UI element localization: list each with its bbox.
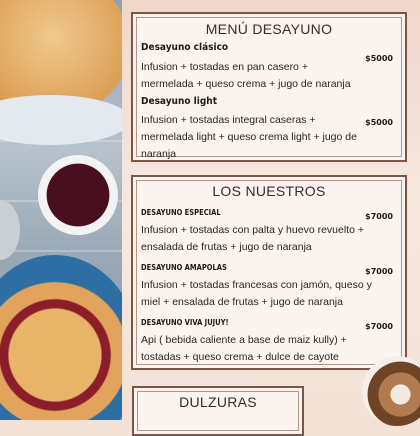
item-price: $5000: [365, 54, 393, 63]
dulzuras-card: [132, 386, 304, 436]
crepes-plate-image: [0, 255, 122, 420]
section-title: DULZURAS: [179, 394, 257, 410]
food-photo: [0, 0, 122, 420]
item-price: $5000: [365, 118, 393, 127]
nuestros-card: [131, 175, 407, 370]
item-name: DESAYUNO VIVA JUJUY!: [141, 318, 229, 327]
item-description: Infusion + tostadas francesas con jamón, queso y miel + ensalada de frutas + jugo de naranja: [141, 279, 372, 308]
item-price: $7000: [365, 267, 393, 276]
jam-bowl-image: [38, 155, 118, 235]
item-price: $7000: [365, 322, 393, 331]
section-title: MENÚ DESAYUNO: [205, 21, 333, 37]
item-price: $7000: [365, 212, 393, 221]
item-name: Desayuno clásico: [141, 42, 229, 53]
item-description: Infusion + tostadas en pan casero + mermelada + queso crema + jugo de naranja: [141, 61, 351, 90]
item-name: DESAYUNO AMAPOLAS: [141, 263, 227, 272]
section-title: LOS NUESTROS: [212, 183, 326, 199]
plate-image: [0, 95, 122, 145]
item-description: Infusion + tostadas con palta y huevo revuelto + ensalada de frutas + jugo de naranja: [141, 224, 364, 253]
item-name: Desayuno light: [141, 96, 217, 107]
item-description: Infusion + tostadas integral caseras + mermelada light + queso crema light + jugo de naranja: [141, 114, 357, 160]
item-name: DESAYUNO ESPECIAL: [141, 208, 221, 217]
table-plank-line: [0, 250, 122, 252]
desayuno-card: [131, 12, 407, 162]
item-description: Api ( bebida caliente a base de maiz kully) + tostadas + queso crema + dulce de cayote: [141, 334, 347, 363]
